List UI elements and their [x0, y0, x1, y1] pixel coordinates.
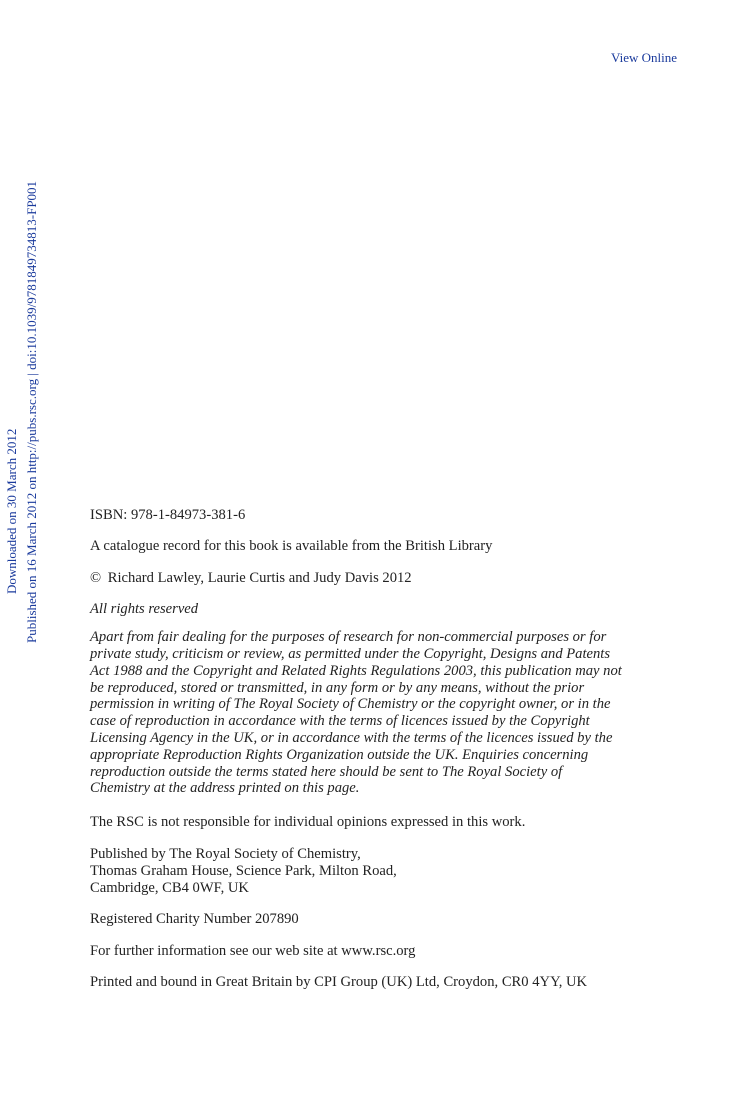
isbn-line: ISBN: 978-1-84973-381-6	[90, 507, 246, 523]
legal-notice-line: Licensing Agency in the UK, or in accordance with the terms of the licences issued by the	[90, 729, 613, 746]
charity-number-line: Registered Charity Number 207890	[90, 911, 299, 928]
publication-doi-note: Published on 16 March 2012 on http://pubs.rsc.org | doi:10.1039/9781849734813-FP001	[24, 180, 39, 643]
rights-reserved-line: All rights reserved	[90, 601, 199, 618]
publisher-address-line: Thomas Graham House, Science Park, Milton Road,	[90, 862, 397, 879]
copyright-symbol: ©	[90, 569, 102, 586]
legal-notice-line: Act 1988 and the Copyright and Related Rights Regulations 2003, this publication may not	[90, 662, 622, 679]
publisher-address-line: Cambridge, CB4 0WF, UK	[90, 879, 249, 896]
legal-notice-line: Chemistry at the address printed on this page.	[90, 780, 360, 797]
imprint-page-content	[90, 507, 690, 991]
legal-notice-line: reproduction outside the terms stated here should be sent to The Royal Society of	[90, 763, 563, 780]
legal-notice-line: case of reproduction in accordance with the terms of licences issued by the Copyright	[90, 713, 590, 730]
legal-notice-line: be reproduced, stored or transmitted, in any form or by any means, without the prior	[90, 679, 585, 696]
legal-notice-line: Apart from fair dealing for the purposes of research for non-commercial purposes or for	[90, 629, 607, 646]
legal-notice-paragraph	[90, 629, 690, 797]
legal-notice-line: permission in writing of The Royal Society of Chemistry or the copyright owner, or in the	[90, 696, 611, 713]
copyright-holders: Richard Lawley, Laurie Curtis and Judy Davis 2012	[107, 569, 412, 586]
legal-notice-line: appropriate Reproduction Rights Organization outside the UK. Enquiries concerning	[90, 746, 589, 763]
catalogue-record-line: A catalogue record for this book is available from the British Library	[90, 537, 493, 554]
copyright-line	[90, 570, 690, 587]
printer-info-line: Printed and bound in Great Britain by CPI Group (UK) Ltd, Croydon, CR0 4YY, UK	[90, 973, 588, 990]
publisher-address	[90, 846, 690, 896]
legal-notice-line: private study, criticism or review, as permitted under the Copyright, Designs and Patents	[90, 645, 611, 662]
rsc-disclaimer-line: The RSC is not responsible for individual opinions expressed in this work.	[90, 814, 526, 831]
download-date-note: Downloaded on 30 March 2012	[4, 428, 19, 594]
website-info-line: For further information see our web site at www.rsc.org	[90, 943, 416, 960]
publisher-address-line: Published by The Royal Society of Chemistry,	[90, 845, 361, 862]
view-online-link[interactable]: View Online	[610, 50, 677, 65]
